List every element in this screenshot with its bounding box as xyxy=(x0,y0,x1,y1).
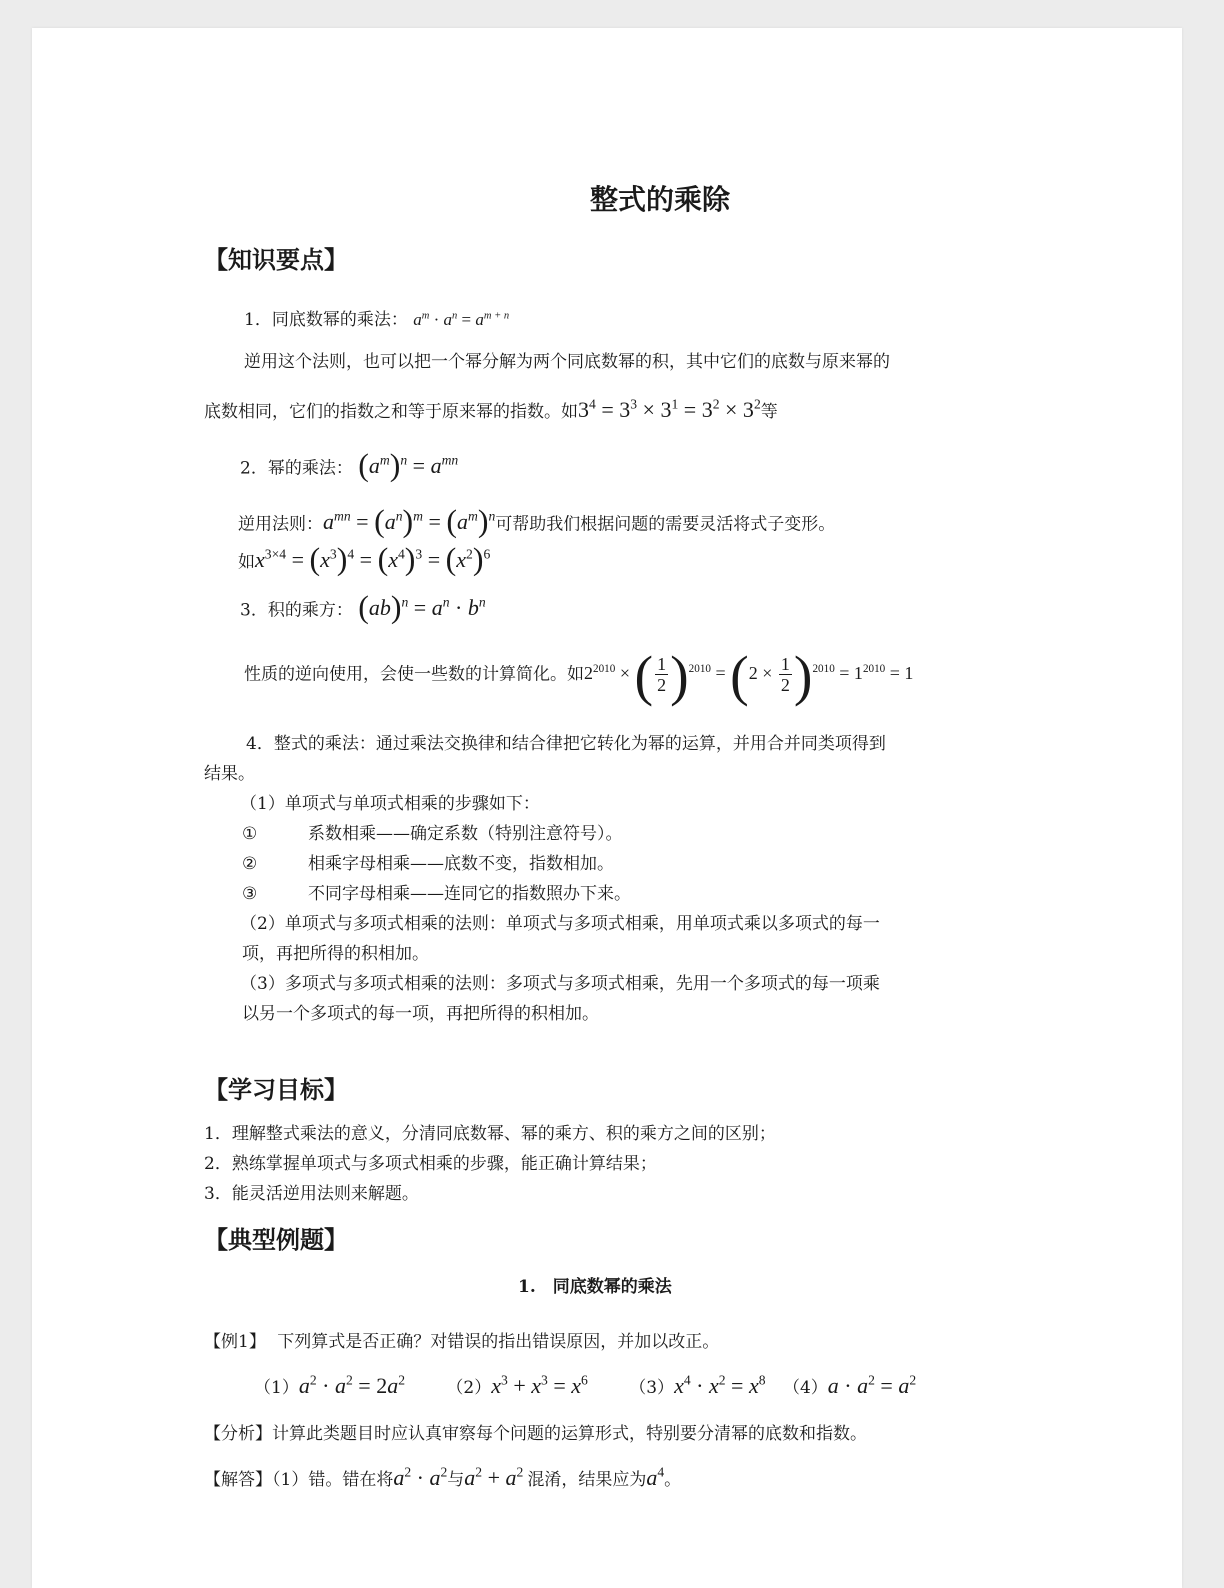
goal-item: 2．熟练掌握单项式与多项式相乘的步骤，能正确计算结果； xyxy=(204,1154,657,1174)
example1-label: 【例1】 xyxy=(204,1332,266,1352)
answer-formula: $a^2 \cdot a^2$与$a^2 + a^2$ xyxy=(393,1464,524,1490)
item4-sub2-line2: 项，再把所得的积相加。 xyxy=(242,944,429,964)
item4-sub1: （1）单项式与单项式相乘的步骤如下： xyxy=(240,794,540,814)
example1-text: 下列算式是否正确？对错误的指出错误原因，并加以改正。 xyxy=(277,1332,720,1352)
step-1 xyxy=(242,822,623,846)
item1-line xyxy=(244,308,509,332)
item4-sub3-line1: （3）多项式与多项式相乘的法则：多项式与多项式相乘，先用一个多项式的每一项乘 xyxy=(240,974,880,994)
item2-inverse-line: 逆用法则：$a^{mn} = (a^n)^m = (a^m)^n$可帮助我们根据问题的需要灵活将式子变形。 xyxy=(238,504,836,539)
goal-item: 3．能灵活逆用法则来解题。 xyxy=(204,1184,419,1204)
step-marker: ② xyxy=(242,854,258,874)
step-2 xyxy=(242,852,614,876)
example1-formula-3: $x^4 \cdot x^2 = x^8$ xyxy=(674,1372,766,1398)
answer-result: $a^4$ xyxy=(646,1464,665,1490)
item4-sub3-line2: 以另一个多项式的每一项，再把所得的积相加。 xyxy=(242,1004,599,1024)
item2-formula: $(a^m)^n = a^{mn}$ xyxy=(358,448,459,483)
examples-subheading: 1. 同底数幂的乘法 xyxy=(518,1277,672,1297)
answer-label: 【解答】 xyxy=(204,1470,272,1490)
item3-formula: $(ab)^n = a^n \cdot b^n$ xyxy=(358,590,486,625)
section-heading-goals: 【学习目标】 xyxy=(204,1076,348,1104)
item3-label: 3．积的乘方： xyxy=(240,600,353,621)
item1-formula: $a^m \cdot a^n = a^{m + n}$ xyxy=(413,310,510,329)
step-3 xyxy=(242,882,631,906)
document-page xyxy=(32,28,1182,1588)
item2-inverse-formula: $a^{mn} = (a^n)^m = (a^m)^n$ xyxy=(323,504,496,539)
item4-sub2-line1: （2）单项式与多项式相乘的法则：单项式与多项式相乘，用单项式乘以多项式的每一 xyxy=(240,914,880,934)
analysis-label: 【分析】 xyxy=(204,1424,272,1444)
section-heading-knowledge: 【知识要点】 xyxy=(204,246,348,274)
example1-formula-2: $x^3 + x^3 = x^6$ xyxy=(491,1372,588,1398)
example1-formula-4: $a \cdot a^2 = a^2$ xyxy=(827,1372,917,1398)
step-text: 系数相乘——确定系数（特别注意符号）。 xyxy=(308,824,623,844)
step-marker: ③ xyxy=(242,884,258,904)
item3-example: $2^{2010}$ × ( $\frac{1}{2}$ )$^{2010}$ = (2 × $\frac{1}{2}$ )$^{2010} = 1^{2010} = 1$ xyxy=(584,645,914,708)
step-text: 相乘字母相乘——底数不变，指数相加。 xyxy=(308,854,614,874)
item2-label: 2．幂的乘法： xyxy=(240,458,353,479)
analysis-text: 计算此类题目时应认真审察每个问题的运算形式，特别要分清幂的底数和指数。 xyxy=(272,1424,867,1444)
section-heading-examples: 【典型例题】 xyxy=(204,1226,348,1254)
analysis-line xyxy=(204,1422,867,1446)
step-text: 不同字母相乘——连同它的指数照办下来。 xyxy=(308,884,631,904)
item2-example-line: 如$x^{3\times 4} = (x^3)^4 = (x^4)^3 = (x^2)^6$ xyxy=(238,542,491,577)
item2-line xyxy=(240,448,459,483)
item3-para-line: 性质的逆向使用，会使一些数的计算简化。如$2^{2010}$ × ( $\frac{1}{2}$ )$^{2010}$ = (2 × $\frac{1}{2}$ )$^{2010} = 1^{2010} = 1$ xyxy=(244,645,914,708)
item1-para-line2: 底数相同，它们的指数之和等于原来幂的指数。如$3^4 = 3^3 \times 3^1 = 3^2 \times 3^2$等 xyxy=(204,396,778,422)
item1-example: $3^4 = 3^3 \times 3^1 = 3^2 \times 3^2$ xyxy=(578,396,761,422)
page-title: 整式的乘除 xyxy=(590,183,731,216)
item1-label: 1．同底数幂的乘法： xyxy=(244,310,408,330)
example1-formula-1: $a^2 \cdot a^2 = 2a^2$ xyxy=(298,1372,406,1398)
item3-line xyxy=(240,590,486,625)
example1-items: $(1)a^2 \cdot a^2 = 2a^2$ $(2)x^3 + x^3 = x^6$ $(3)x^4 \cdot x^2 = x^8$ $(4)a \cdot a^2 = a^2$ xyxy=(254,1372,917,1398)
item2-example: $x^{3\times 4} = (x^3)^4 = (x^4)^3 = (x^2)^6$ xyxy=(255,542,491,577)
item4-line2: 结果。 xyxy=(204,764,255,784)
item1-para-line1: 逆用这个法则，也可以把一个幂分解为两个同底数幂的积，其中它们的底数与原来幂的 xyxy=(244,352,890,372)
example1-question xyxy=(204,1330,719,1354)
step-marker: ① xyxy=(242,824,258,844)
goal-item: 1．理解整式乘法的意义，分清同底数幂、幂的乘方、积的乘方之间的区别； xyxy=(204,1124,776,1144)
item4-line1: 4．整式的乘法：通过乘法交换律和结合律把它转化为幂的运算，并用合并同类项得到 xyxy=(246,734,886,754)
answer-line: 【解答】（1）错。错在将$a^2 \cdot a^2$与$a^2 + a^2$ 混淆，结果应为$a^4$。 xyxy=(204,1464,682,1490)
